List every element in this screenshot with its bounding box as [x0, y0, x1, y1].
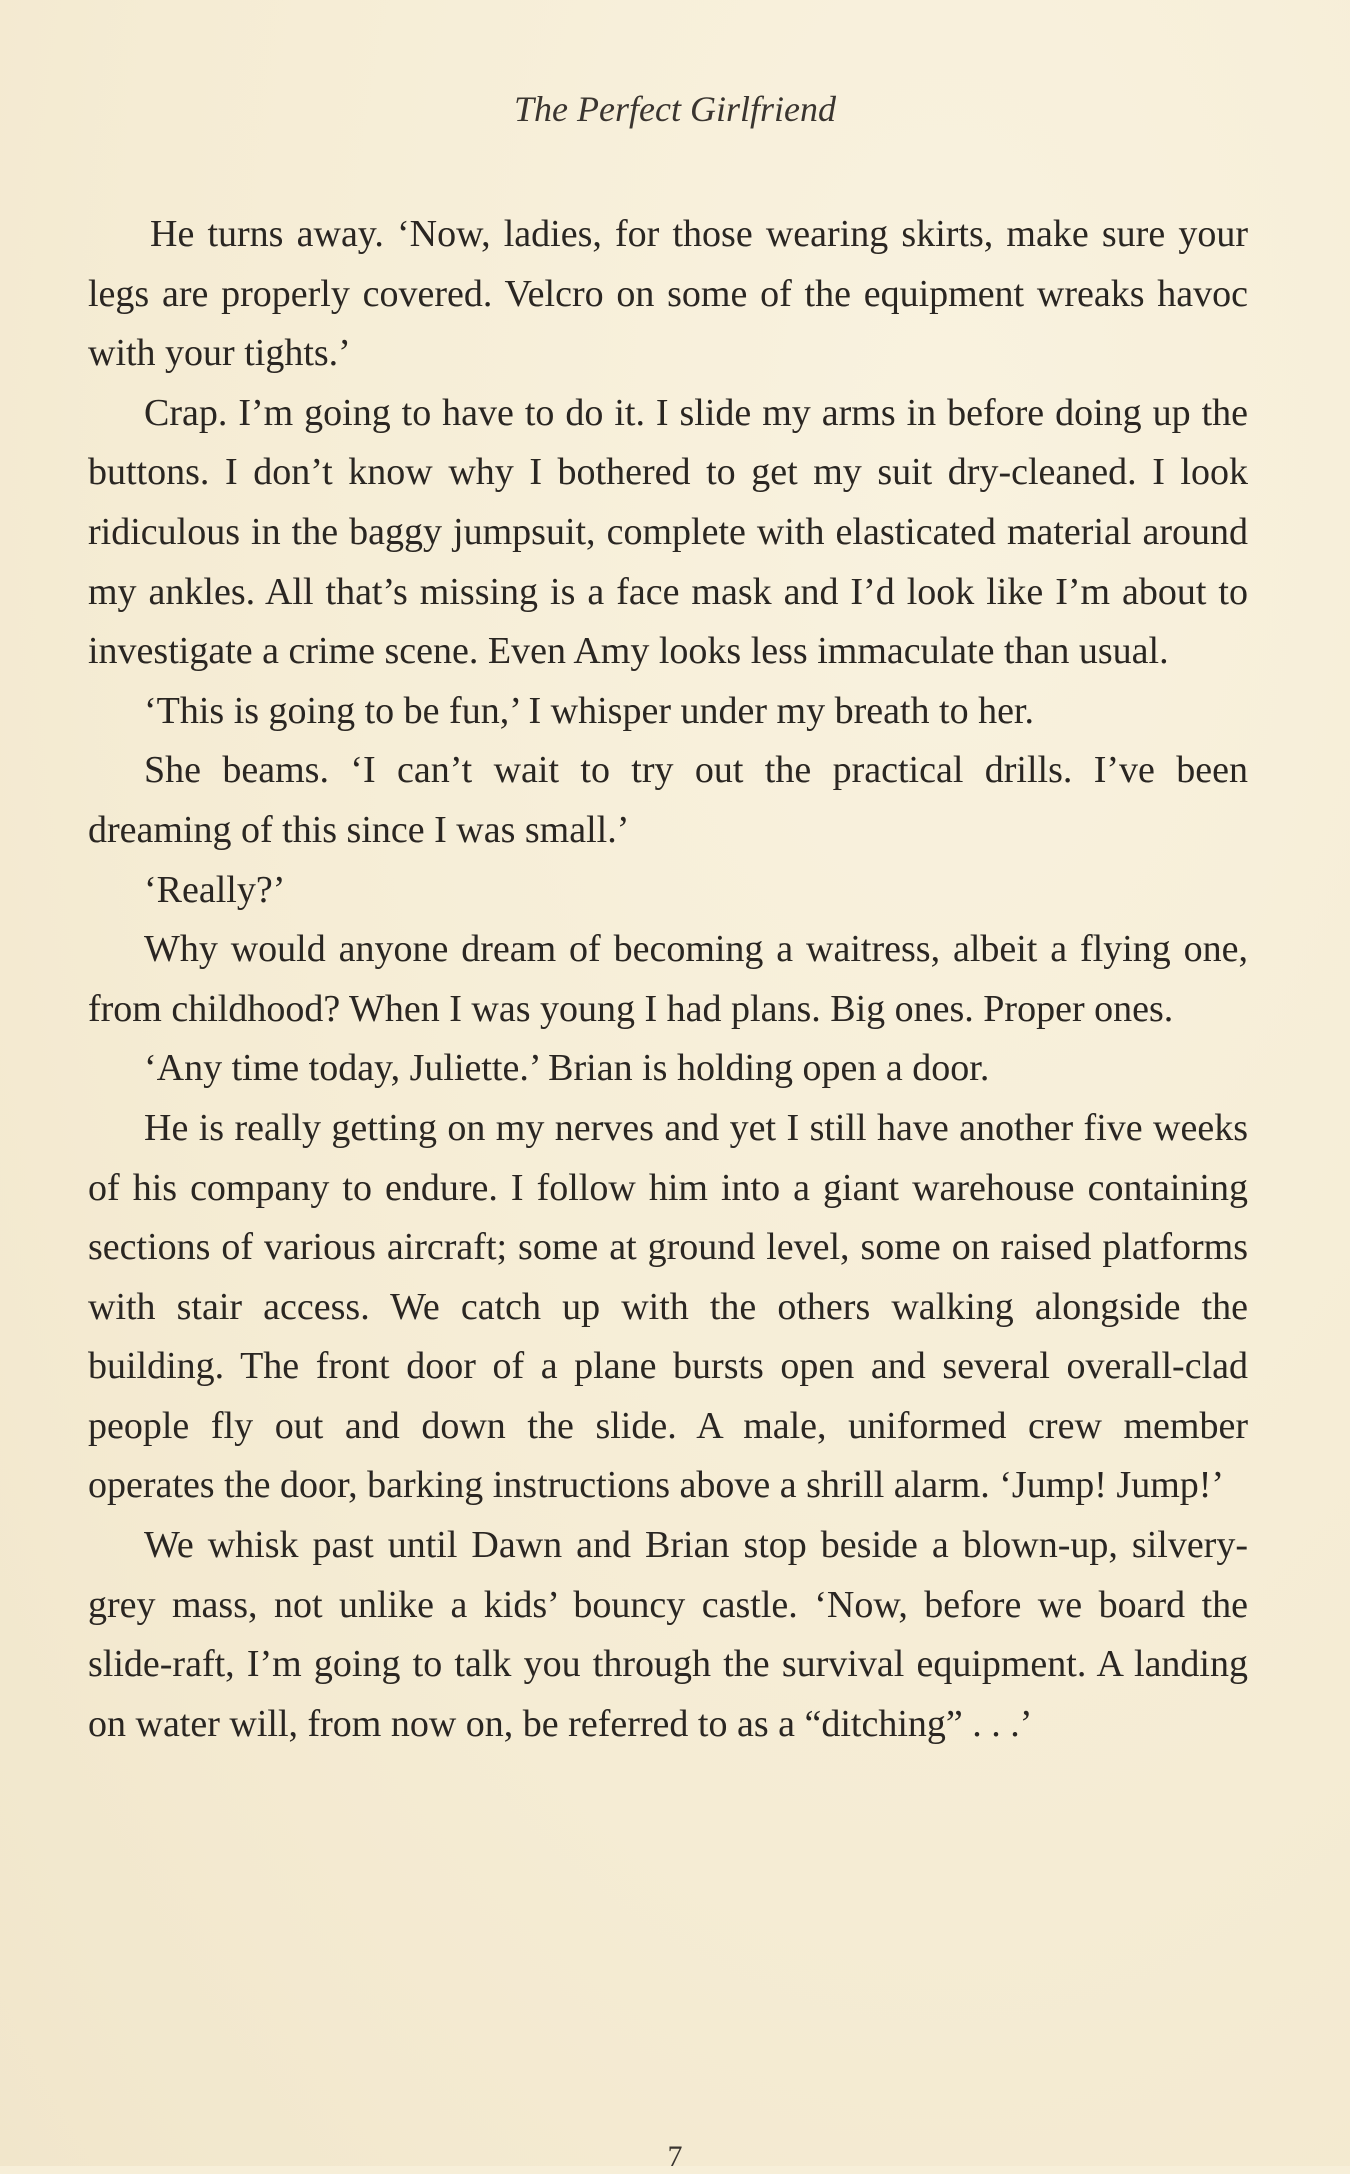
paragraph: He is really getting on my nerves and yet I still have another five weeks of his company to endure. I follow him into a giant warehouse containing sections of various aircraft; some at ground level, some on raised platforms with stair access. We catch up with the others walking alongside the building. The front door of a plane bursts open and several overall-clad people fly out and down the slide. A male, uniformed crew member operates the door, barking instructions above a shrill alarm. ‘Jump! Jump!’ [88, 1106, 1248, 1507]
paragraph: ‘This is going to be fun,’ I whisper under my breath to her. [144, 689, 1034, 732]
paragraph: He turns away. ‘Now, ladies, for those wearing skirts, make sure your legs are properly covered. Velcro on some of the equipment wreaks havoc with your tights.’ [88, 213, 1248, 375]
paragraph: Why would anyone dream of becoming a waitress, albeit a flying one, from childhood? When I was young I had plans. Big ones. Proper ones. [88, 928, 1248, 1030]
paragraph: She beams. ‘I can’t wait to try out the practical drills. I’ve been dreaming of this since I was small.’ [88, 749, 1248, 851]
body-text [88, 205, 1248, 1754]
paragraph: ‘Really?’ [144, 868, 286, 911]
paragraph: Crap. I’m going to have to do it. I slide my arms in before doing up the buttons. I don’t know why I bothered to get my suit dry-cleaned. I look ridiculous in the baggy jumpsuit, complete with elasticated material around my ankles. All that’s missing is a face mask and I’d look like I’m about to investigate a crime scene. Even Amy looks less immaculate than usual. [88, 391, 1248, 673]
paragraph: ‘Any time today, Juliette.’ Brian is holding open a door. [144, 1047, 990, 1090]
page-number: 7 [667, 2140, 683, 2173]
running-header: The Perfect Girlfriend [514, 89, 836, 129]
paragraph: We whisk past until Dawn and Brian stop beside a blown-up, silvery-grey mass, not unlike a kids’ bouncy castle. ‘Now, before we board the slide-raft, I’m going to talk you through the survival equipment. A landing on water will, from now on, be referred to as a “ditching” . . .’ [88, 1524, 1248, 1745]
